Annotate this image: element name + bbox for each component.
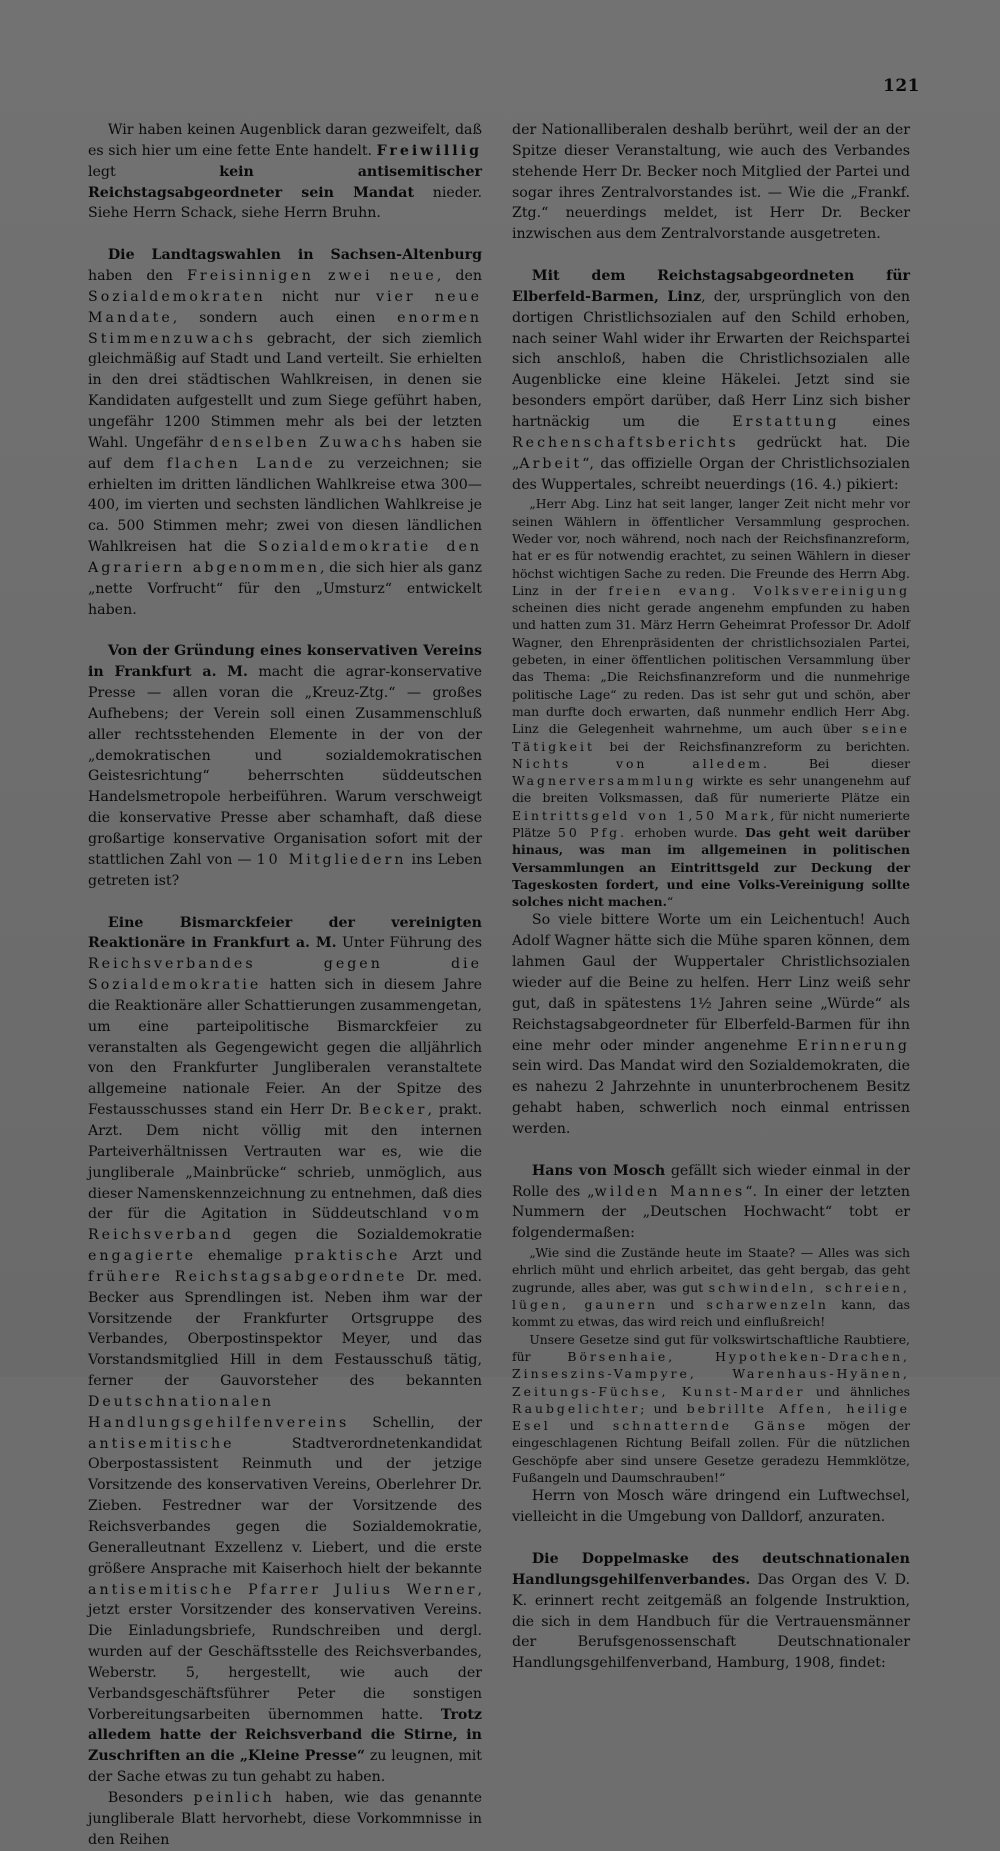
text-run: praktische xyxy=(294,1248,401,1265)
text-run: bebrillte Affen, heilige Esel xyxy=(512,1400,910,1434)
text-run: erhoben wurde. xyxy=(627,824,746,840)
paragraph-leichentuch xyxy=(512,910,910,1139)
text-run: peinlich xyxy=(193,1789,275,1806)
text-run: vom Reichsverband xyxy=(88,1206,482,1244)
paragraph-doppelmaske xyxy=(512,1549,910,1674)
text-run: bei der Reichsfinanzreform zu berichten. xyxy=(594,738,910,754)
text-run: denselben Zuwachs xyxy=(209,434,405,451)
text-run: Unter Führung des xyxy=(336,935,482,952)
text-run: ehemalige xyxy=(195,1248,295,1265)
text-run: zu verzeichnen; sie erhielten im dritten ländlichen Wahlkreise etwa 300—400, im vierten und sechsten ländlichen Wahlkreise je ca. 500 Stimmen mehr; zwei von diesen ländlichen Wahlkreisen hat die xyxy=(88,455,482,556)
text-run: der Nationalliberalen deshalb berührt, weil der an der Spitze dieser Veranstaltung, wie auch des Verbandes stehende Herr Dr. Becker noch Mitglied der Partei und sogar ihres Zentralvorstandes ist. — Wie die „Frankf. Ztg.“ neuerdings meldet, ist Herr Dr. Becker inzwischen aus dem Zentralvorstande ausgetreten. xyxy=(512,122,910,243)
text-run: macht die agrar-konservative Presse — allen voran die „Kreuz-Ztg.“ — großes Aufhebens; der Verein soll einen Zusammenschluß aller rechtsstehenden Elemente in der von der „demokratischen und sozialdemokratischen Geistesrichtung“ beherrschten süddeutschen Handelsmetropole herbeiführen. Warum verschweigt die konservative Presse aber schamhaft, daß diese großartige konservative Organisation sofort mit der stattlichen Zahl von — xyxy=(88,664,482,868)
text-run: gedrückt hat. Die „ xyxy=(512,434,910,472)
text-run: , der, ursprünglich von den dortigen Christlichsozialen auf den Schild erhoben, nach seiner Wahl wider ihr Erwarten der Reichspartei sich anschloß, haben die Christlichsozialen alle Augenblicke eine kleine Häkelei. Jetzt sind sie besonders empört darüber, daß Herr Linz sich bisher hartnäckig um die xyxy=(512,288,910,430)
text-run: Dr. med. Becker aus Sprendlingen ist. Neben ihm war der Vorsitzende der Frankfurter Ortsgruppe des Verbandes, Oberpostinspektor Meyer, und das Vorstandsmitglied Hill in dem Festausschuß tätig, ferner der Gauvorsteher des bekannten xyxy=(88,1268,482,1390)
text-run: antisemitische xyxy=(88,1435,235,1452)
text-run: legt xyxy=(88,163,220,180)
text-run: wirkte es sehr unangenehm auf die breiten Volksmassen, daß für numerierte Plätze ein xyxy=(512,773,910,806)
text-run: So viele bittere Worte um ein Leichentuch! Auch Adolf Wagner hätte sich die Mühe sparen können, dem lahmen Gaul der Wuppertaler Christlichsozialen wieder auf die Beine zu helfen. Herr Linz weiß sehr gut, daß in spätestens 1½ Jahren seine „Würde“ als Reichstagsabgeordneter für Elberfeld-Barmen für ihn eine mehr oder minder angenehme xyxy=(512,912,910,1054)
text-run: kein antisemitischer Reichstagsabgeordneter sein Mandat xyxy=(88,163,482,201)
text-run: seine Tätigkeit xyxy=(512,721,910,754)
text-run: Sozialdemokratie den Agrariern abgenommen xyxy=(88,539,482,576)
text-run: haben, wie das genannte jungliberale Blatt hervorhebt, diese Vorkommnisse in den Reihen xyxy=(88,1789,482,1848)
text-run: . Bei dieser xyxy=(762,755,910,771)
text-run: und xyxy=(550,1418,613,1434)
text-run: Eine Bismarckfeier der vereinigten Reaktionäre in Frankfurt a. M. xyxy=(88,914,482,952)
text-run: Das geht weit darüber hinaus, was man im allgemeinen in politischen Versammlungen an Eintrittsgeld zur Deckung der Tageskosten fordert, und eine Volks-Vereinigung sollte solches nicht machen. xyxy=(512,824,911,910)
quote-hochwacht-2 xyxy=(512,1331,910,1487)
text-run: scheinen dies nicht gerade angenehm empfunden zu haben und hatten zum 31. März Herrn Geheimrat Professor Dr. Adolf Wagner, den Ehrenpräsidenten der christlichsozialen Partei, gebeten, in einer öffentlichen politischen Versammlung über das Thema: „Die Reichsfinanzreform und die nunmehrige politische Lage“ zu reden. Das ist sehr gut und schön, aber man durfte doch erwarten, daß nunmehr endlich Herr Abg. Linz die Gelegenheit wahrnehme, um auch über xyxy=(512,600,910,737)
text-run: , den xyxy=(436,268,482,285)
text-run: kann, das kommt zu etwas, das wird reich und einflußreich! xyxy=(512,1297,910,1330)
text-run: Das Organ des V. D. K. erinnert recht zeitgemäß an folgende Instruktion, die sich in dem Handbuch für die Vertrauensmänner der Berufsgenossenschaft Deutschnationaler Handlungsgehilfenverband, Hamburg, 1908, findet: xyxy=(512,1571,910,1672)
text-run: Rechenschaftsberichts xyxy=(512,434,739,451)
text-run: Reichsverbandes gegen die Sozialdemokratie xyxy=(88,956,482,994)
paragraph-ente xyxy=(88,120,482,224)
paragraph-bismarckfeier xyxy=(88,913,482,1788)
text-run: 50 Pfg. xyxy=(558,824,628,840)
text-run: Börsenhaie, Hypotheken-Drachen, Zinseszins-Vampyre, Warenhaus-Hyänen, Zeitungs-Füchse, Kunst-Marder xyxy=(512,1348,910,1399)
text-run: Erstattung xyxy=(732,413,840,430)
quote-arbeit xyxy=(512,495,910,910)
text-run: ins Leben getreten ist? xyxy=(88,851,483,889)
text-run: Hans von Mosch xyxy=(531,1162,666,1179)
text-run: Becker xyxy=(358,1102,428,1119)
text-run: Erinnerung xyxy=(797,1037,910,1054)
text-run: „Herr Abg. Linz hat seit langer, langer Zeit nicht mehr vor seinen Wählern in öffentlicher Versammlung gesprochen. Weder vor, noch während, noch nach der Reichsfinanzreform, hat er es für notwendig erachtet, zu seinen Wählern in dieser höchst wichtigen Sache zu reden. Die Freunde des Herrn Abg. Linz in der xyxy=(512,496,910,598)
text-run: gebracht, der sich ziemlich gleichmäßig auf Stadt und Land verteilt. Sie erhielten in den drei städtischen Wahlkreisen, in denen sie Kandidaten aufgestellt und zum Siege geführt haben, ungefähr 1200 Stimmen mehr als bei der letzten Wahl. Ungefähr xyxy=(88,330,482,451)
text-run: , für nicht numerierte Plätze xyxy=(512,807,910,840)
text-run: zwei neue xyxy=(328,268,437,285)
text-run: “. In einer der letzten Nummern der „Deutschen Hochwacht“ tobt er folgendermaßen: xyxy=(512,1183,911,1242)
text-run: Freisinnigen xyxy=(187,268,314,285)
text-run: nicht nur xyxy=(265,288,376,305)
text-run: gegen die Sozialdemokratie xyxy=(233,1227,482,1244)
paragraph-luftwechsel xyxy=(512,1486,910,1528)
right-column xyxy=(512,120,910,1674)
text-run: sein wird. Das Mandat wird den Sozialdemokraten, die es nahezu 2 Jahrzehnte in ununterbrochenem Besitz gehabt haben, schwerlich noch einmal entrissen werden. xyxy=(512,1058,910,1137)
left-column xyxy=(88,120,482,1851)
text-run: Schellin, der xyxy=(349,1414,482,1431)
text-run: Nichts von alledem xyxy=(512,755,763,771)
text-run: Trotz alledem hatte der Reichsverband die Stirne, in Zuschriften an die „Kleine Presse“ xyxy=(88,1706,482,1765)
text-run: zu leugnen, mit der Sache etwas zu tun gehabt zu haben. xyxy=(88,1748,483,1786)
text-run: Herrn von Mosch wäre dringend ein Luftwechsel, vielleicht in die Umgebung von Dalldorf, anzuraten. xyxy=(512,1488,910,1526)
page-number: 121 xyxy=(883,76,920,96)
text-run: Freiwillig xyxy=(376,142,482,159)
text-run: Raubgelichter xyxy=(512,1400,641,1416)
quote-hochwacht-1 xyxy=(512,1244,910,1330)
text-run: haben den xyxy=(88,268,188,285)
text-run: Eintrittsgeld von 1,50 Mark xyxy=(512,807,771,823)
text-run: Mit dem Reichstagsabgeordneten für Elberfeld-Barmen, Linz xyxy=(512,268,910,305)
text-run: “, das offizielle Organ der Christlichsozialen des Wuppertales, schreibt neuerdings (16. 4.) pikiert: xyxy=(512,455,910,493)
text-run: Die Doppelmaske des deutschnationalen Handlungsgehilfenverbandes. xyxy=(512,1550,910,1588)
text-run: und ähnliches xyxy=(805,1383,911,1399)
text-run xyxy=(314,268,328,284)
text-run: ; und xyxy=(640,1400,687,1416)
text-run: scharwenzeln xyxy=(706,1297,829,1313)
text-run: , sondern auch einen xyxy=(172,309,398,326)
text-run: Deutschnationalen Handlungsgehilfenvereins xyxy=(88,1393,350,1431)
paragraph-linz xyxy=(512,266,910,495)
text-run: und xyxy=(657,1297,707,1313)
text-run: antisemitische Pfarrer Julius Werner xyxy=(88,1581,478,1598)
text-run: Besonders xyxy=(107,1789,194,1806)
text-run: Sozialdemokraten xyxy=(88,288,266,305)
text-run: schwindeln, schreien, lügen, gaunern xyxy=(512,1279,910,1313)
text-run: Arzt und xyxy=(400,1248,482,1265)
text-run: , prakt. Arzt. Dem nicht völlig mit den internen Parteiverhältnissen Vertrauten war es, wie die jungliberale „Mainbrücke“ schrieb, unmöglich, aus dieser Namenskennzeichnung zu entnehmen, daß dies der für die Agitation in Süddeutschland xyxy=(88,1102,483,1223)
text-run: flachen Lande xyxy=(166,455,316,472)
text-run: frühere Reichstagsabgeordnete xyxy=(88,1268,408,1285)
paragraph-landtagswahlen xyxy=(88,245,482,620)
text-run: gefällt sich wieder einmal in der Rolle des „ xyxy=(512,1162,910,1200)
text-run: Von der Gründung eines konservativen Vereins in Frankfurt a. M. xyxy=(88,643,482,681)
text-run: 10 Mitgliedern xyxy=(256,851,407,868)
paragraph-mosch xyxy=(512,1161,910,1244)
text-run: Unsere Gesetze sind gut für volkswirtschaftliche Raubtiere, für xyxy=(512,1331,910,1364)
text-run: Arbeit xyxy=(519,455,583,472)
paragraph-konservativer-verein xyxy=(88,641,482,891)
text-run: wilden Mannes xyxy=(594,1183,746,1200)
text-run: engagierte xyxy=(88,1248,196,1265)
text-run: „Wie sind die Zustände heute im Staate? — Alles was sich ehrlich müht und ehrlich arbeitet, das geht bergab, das geht zugrunde, alles aber, was gut xyxy=(512,1245,910,1295)
text-run: freien evang. Volksvereinigung xyxy=(608,582,910,598)
text-run: enormen Stimmenzuwachs xyxy=(88,309,482,347)
text-run: , die sich hier als ganz „nette Vorfrucht“ für den „Umsturz“ entwickelt haben. xyxy=(88,559,482,618)
text-run: Wir haben keinen Augenblick daran gezweifelt, daß es sich hier um eine fette Ente handelt. xyxy=(88,122,482,159)
text-run: mögen der eingeschlagenen Richtung Beifall zollen. Für die nützlichen Geschöpfe aber sind unsere Gesetze geradezu Hemmklötze, Fußangeln und Daumschrauben!“ xyxy=(512,1418,910,1485)
text-run: haben sie auf dem xyxy=(88,434,482,472)
text-run: vier neue Mandate xyxy=(88,288,482,326)
text-run: nieder. Siehe Herrn Schack, siehe Herrn Bruhn. xyxy=(88,184,482,222)
paragraph-nationalliberale xyxy=(512,120,910,245)
text-run: eines xyxy=(839,413,910,430)
text-run: Die Landtagswahlen in Sachsen-Altenburg xyxy=(107,247,482,264)
paragraph-peinlich xyxy=(88,1788,482,1851)
text-run: , jetzt erster Vorsitzender des konservativen Vereins. Die Einladungsbriefe, Rundschreiben und dergl. wurden auf der Geschäftsstelle des Reichsverbandes, Weberstr. 5, hergestellt, wie auch der Verbandsgeschäftsführer Peter die sonstigen Vorbereitungsarbeiten übernommen hatte. xyxy=(88,1581,482,1723)
text-run: schnatternde Gänse xyxy=(612,1418,809,1434)
text-run: “ xyxy=(666,894,674,910)
text-run: Wagnerversammlung xyxy=(512,773,697,789)
text-run: Stadtverordnetenkandidat Oberpostassistent Reinmuth und der jetzige Vorsitzende des konservativen Vereins, Oberlehrer Dr. Zieben. Festredner war der Vorsitzende des Reichsverbandes gegen die Sozialdemokratie, Generalleutnant Exzellenz v. Liebert, und die erste größere Ansprache mit Kaiserhoch hielt der bekannte xyxy=(88,1435,482,1577)
text-run: hatten sich in diesem Jahre die Reaktionäre aller Schattierungen zusammengetan, um eine parteipolitische Bismarckfeier zu veranstalten als Gegengewicht gegen die alljährlich von den Frankfurter Jungliberalen veranstaltete allgemeine nationale Feier. An der Spitze des Festausschusses stand ein Herr Dr. xyxy=(88,977,482,1119)
